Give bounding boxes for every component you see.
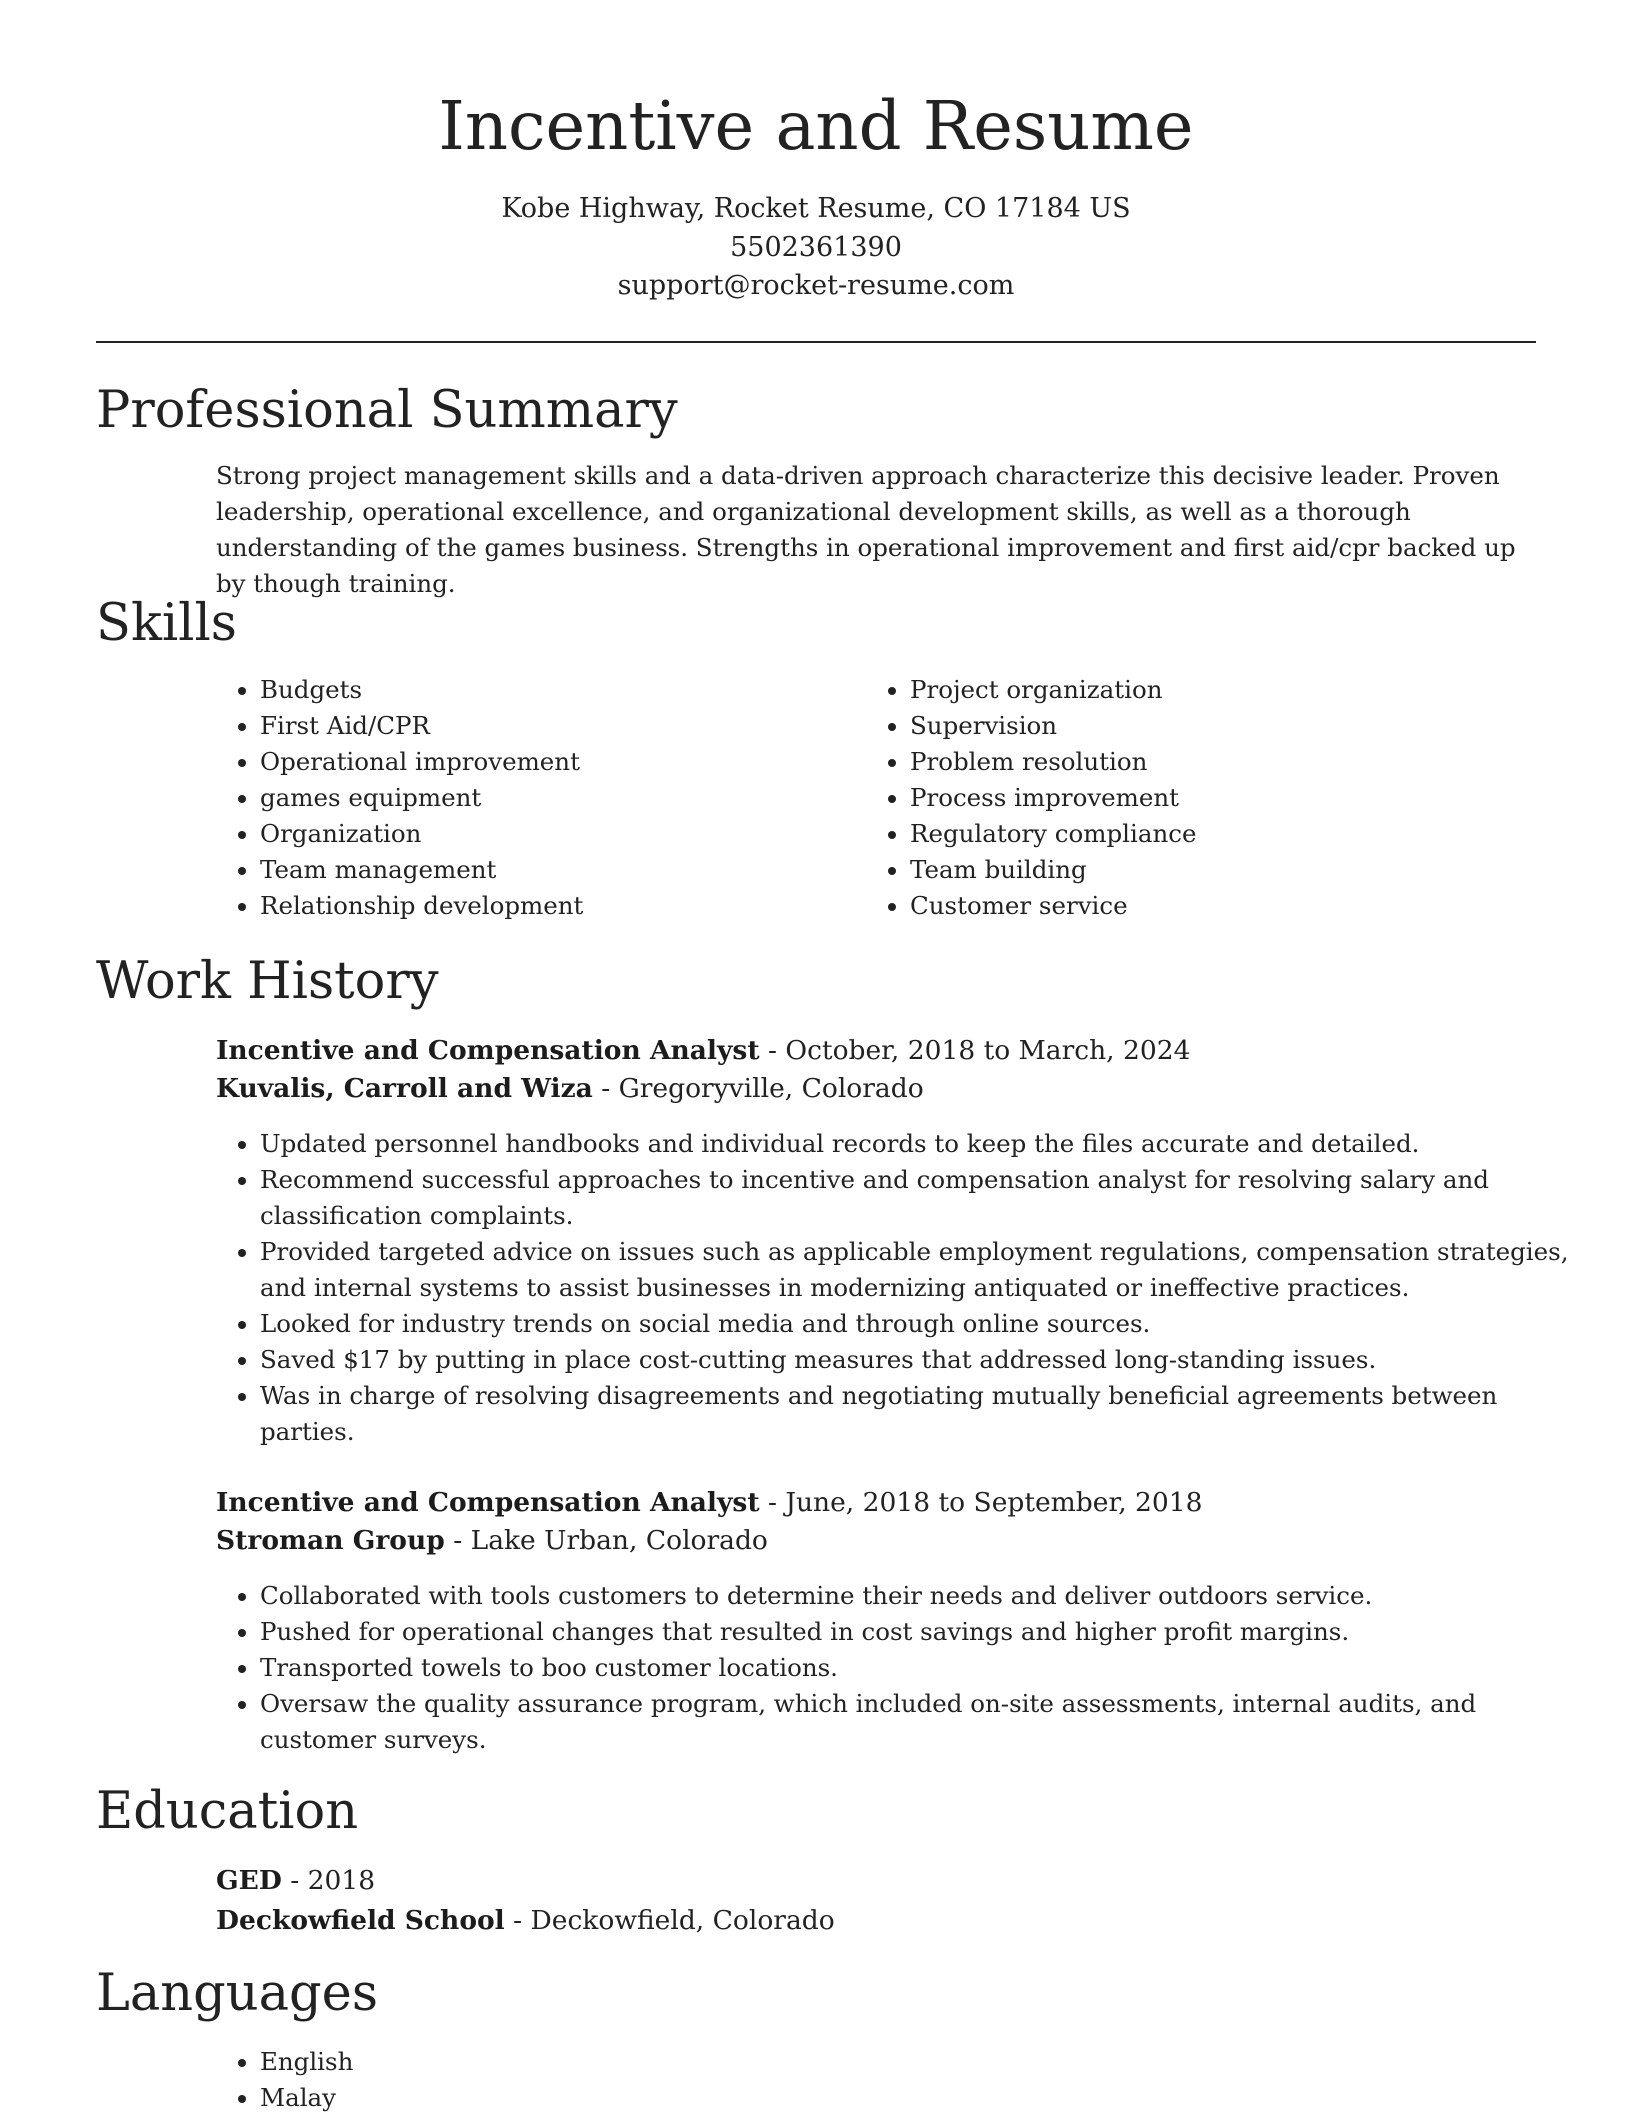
language-item: • Malay xyxy=(260,2080,860,2116)
job-2-company-line xyxy=(216,1522,768,1560)
skills-list-left xyxy=(216,672,820,924)
education-degree: GED xyxy=(216,1865,282,1896)
job-bullet: • Was in charge of resolving disagreements and negotiating mutually beneficial agreements between parties. xyxy=(260,1378,1595,1450)
summary-heading: Professional Summary xyxy=(96,381,678,440)
skill-item: • Customer service xyxy=(910,888,1550,924)
contact-email: support@rocket-resume.com xyxy=(617,270,1015,301)
header-divider xyxy=(96,341,1536,343)
job-company: Kuvalis, Carroll and Wiza xyxy=(216,1073,593,1104)
skill-item: • Supervision xyxy=(910,708,1550,744)
languages-heading: Languages xyxy=(96,1964,379,2023)
job-bullet: • Updated personnel handbooks and individual records to keep the files accurate and detailed. xyxy=(260,1126,1595,1162)
job-2-bullets xyxy=(216,1578,1595,1758)
candidate-name: Incentive and Resume xyxy=(438,87,1194,165)
work-heading: Work History xyxy=(96,952,439,1011)
languages-list xyxy=(216,2044,860,2116)
job-bullet: • Saved $17 by putting in place cost-cutting measures that addressed long-standing issues. xyxy=(260,1342,1595,1378)
education-heading: Education xyxy=(96,1782,359,1841)
job-location: - Gregoryville, Colorado xyxy=(592,1073,924,1104)
job-dates: - October, 2018 to March, 2024 xyxy=(759,1035,1191,1066)
job-bullet: • Pushed for operational changes that resulted in cost savings and higher profit margins. xyxy=(260,1614,1595,1650)
job-bullet: • Provided targeted advice on issues such as applicable employment regulations, compensation strategies, and internal systems to assist businesses in modernizing antiquated or ineffective practices. xyxy=(260,1234,1595,1306)
job-bullet: • Transported towels to boo customer locations. xyxy=(260,1650,1595,1686)
job-title: Incentive and Compensation Analyst xyxy=(216,1035,760,1066)
education-school: Deckowfield School xyxy=(216,1905,505,1936)
job-location: - Lake Urban, Colorado xyxy=(444,1525,768,1556)
job-title: Incentive and Compensation Analyst xyxy=(216,1487,760,1518)
job-1-bullets xyxy=(216,1126,1595,1450)
language-item: • English xyxy=(260,2044,860,2080)
contact-address: Kobe Highway, Rocket Resume, CO 17184 US xyxy=(501,193,1131,224)
job-bullet: • Collaborated with tools customers to determine their needs and deliver outdoors service. xyxy=(260,1578,1595,1614)
job-dates: - June, 2018 to September, 2018 xyxy=(759,1487,1203,1518)
job-1-title-line xyxy=(216,1032,1190,1070)
skill-item: • Relationship development xyxy=(260,888,820,924)
skill-item: • Budgets xyxy=(260,672,820,708)
skills-heading: Skills xyxy=(96,594,237,653)
job-bullet: • Recommend successful approaches to incentive and compensation analyst for resolving salary and classification complaints. xyxy=(260,1162,1595,1234)
job-company: Stroman Group xyxy=(216,1525,445,1556)
skill-item: • Problem resolution xyxy=(910,744,1550,780)
job-bullet: • Oversaw the quality assurance program, which included on-site assessments, internal audits, and customer surveys. xyxy=(260,1686,1595,1758)
skill-item: • games equipment xyxy=(260,780,820,816)
job-2-title-line xyxy=(216,1484,1203,1522)
skill-item: • Operational improvement xyxy=(260,744,820,780)
job-bullet: • Looked for industry trends on social media and through online sources. xyxy=(260,1306,1595,1342)
skill-item: • Regulatory compliance xyxy=(910,816,1550,852)
skill-item: • Team building xyxy=(910,852,1550,888)
skill-item: • Project organization xyxy=(910,672,1550,708)
skill-item: • Process improvement xyxy=(910,780,1550,816)
education-location: - Deckowfield, Colorado xyxy=(504,1905,835,1936)
education-school-line xyxy=(216,1902,835,1940)
education-year: - 2018 xyxy=(281,1865,376,1896)
skill-item: • Team management xyxy=(260,852,820,888)
education-degree-line xyxy=(216,1862,375,1900)
skill-item: • Organization xyxy=(260,816,820,852)
summary-text: Strong project management skills and a data-driven approach characterize this decisive leader. Proven leadership, operational excellence, and organizational development skills, as well as a thorough understanding of the games business. Strengths in operational improvement and first aid/cpr backed up by though training. xyxy=(216,461,1516,598)
skill-item: • First Aid/CPR xyxy=(260,708,820,744)
contact-block xyxy=(0,190,1632,306)
contact-phone: 5502361390 xyxy=(730,231,902,263)
skills-list-right xyxy=(866,672,1550,924)
job-1-company-line xyxy=(216,1070,924,1108)
